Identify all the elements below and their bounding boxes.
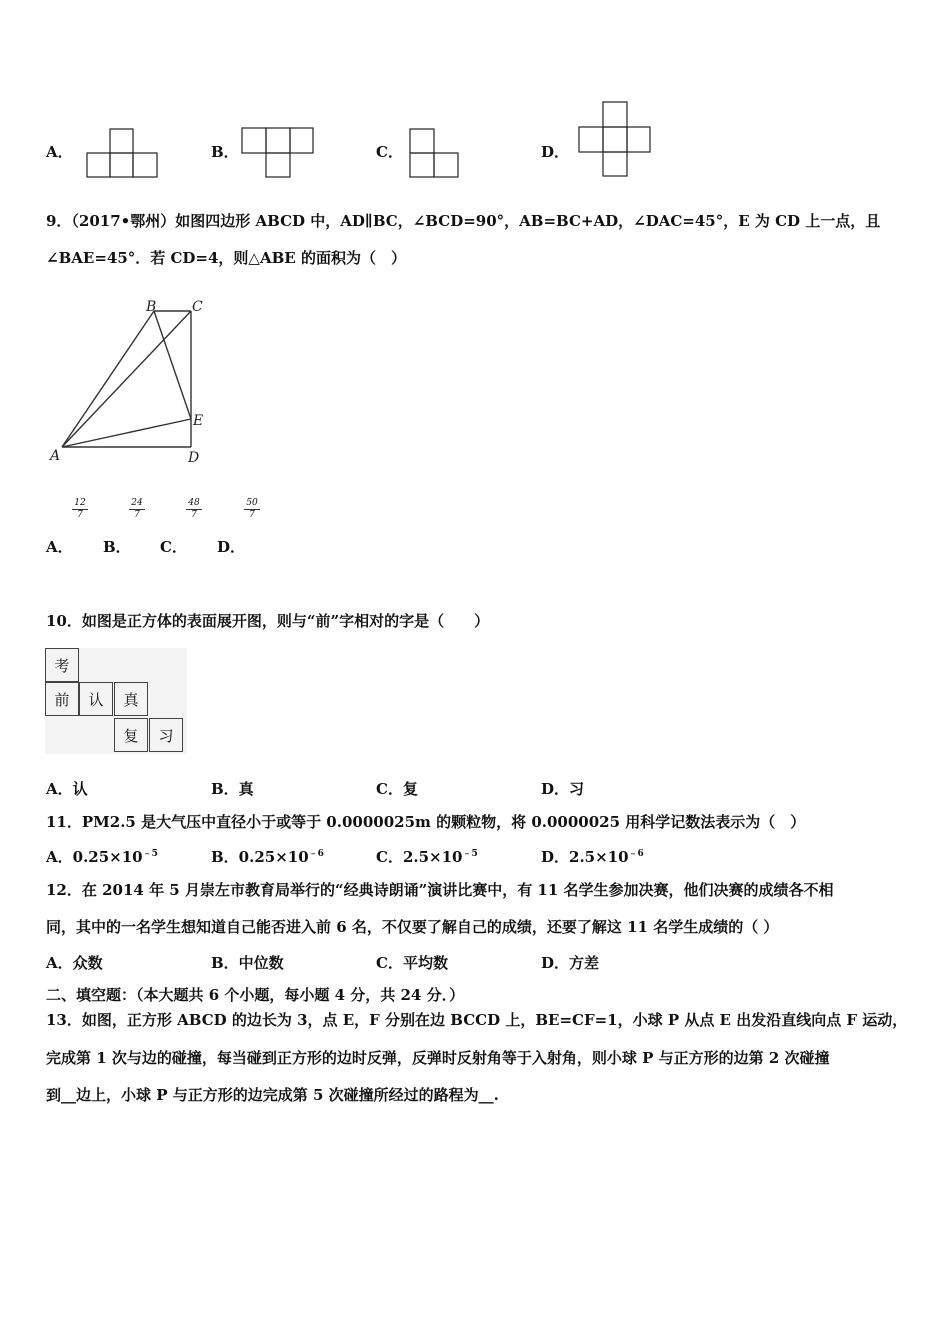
option-d-label: D． <box>541 143 570 161</box>
q12-option-b: B．中位数 <box>211 954 284 972</box>
q9-option-b: B． <box>103 538 131 556</box>
segment-ab <box>62 311 154 447</box>
q11-option-b: B．$0.25\times 10^{﹣6}$ <box>211 848 324 866</box>
quadrilateral-diagram <box>40 295 220 470</box>
q9-option-d: D． <box>217 538 246 556</box>
q12-option-d: D．方差 <box>541 954 600 972</box>
q9-text-line-2: ∠BAE=45°．若 CD=4，则△ABE 的面积为（ ） <box>46 249 406 267</box>
q10-option-b: B．真 <box>211 780 254 798</box>
q13-text-line-3: 到__边上，小球 P 与正方形的边完成第 5 次碰撞所经过的路程为__. <box>46 1086 499 1104</box>
q10-option-d: D．习 <box>541 780 585 798</box>
q9-text-line-1: 9．（2017•鄂州）如图四边形 ABCD 中，AD∥BC，∠BCD=90°，AB=BC+AD，∠DAC=45°，E 为 CD 上一点，且 <box>46 212 881 230</box>
q11-option-d: D．$2.5\times 10^{﹣6}$ <box>541 848 644 866</box>
section-heading: 二、填空题：（本大题共 6 个小题，每小题 4 分，共 24 分．） <box>46 986 465 1004</box>
segment-ac <box>62 311 191 447</box>
q12-text-line-2: 同，其中的一名学生想知道自己能否进入前 6 名，不仅要了解自己的成绩，还要了解这 11 名学生成绩的（ ） <box>46 918 779 936</box>
q13-text-line-2: 完成第 1 次与边的碰撞，每当碰到正方形的边时反弹，反弹时反射角等于入射角，则小球 P 与正方形的边第 2 次碰撞 <box>46 1049 830 1067</box>
net-cell-xi: 习 <box>149 718 183 752</box>
net-figure-b <box>241 127 315 179</box>
q13-text-line-1: 13．如图，正方形 ABCD 的边长为 3，点 E，F 分别在边 BCCD 上，BE=CF=1，小球 P 从点 E 出发沿直线向点 F 运动， <box>46 1011 908 1029</box>
point-b-label: B <box>146 299 157 315</box>
net-cell-ren: 认 <box>79 682 113 716</box>
cube-net-figure <box>45 648 187 754</box>
q12-option-a: A．众数 <box>46 954 103 972</box>
q10-option-a: A．认 <box>46 780 88 798</box>
fraction-b: $\frac{24}{7}$ <box>129 498 145 521</box>
net-cell-qian: 前 <box>45 682 79 716</box>
net-cell-fu: 复 <box>114 718 148 752</box>
q11-option-a: A．$0.25\times 10^{﹣5}$ <box>46 848 158 866</box>
fraction-d: $\frac{50}{7}$ <box>244 498 260 521</box>
point-d-label: D <box>188 450 200 466</box>
q10-text: 10．如图是正方体的表面展开图，则与“前”字相对的字是（ ） <box>46 612 490 630</box>
net-figure-c <box>409 128 461 178</box>
option-a-label: A． <box>46 143 73 161</box>
q11-option-c: C．$2.5\times 10^{﹣5}$ <box>376 848 478 866</box>
q12-text-line-1: 12．在 2014 年 5 月崇左市教育局举行的“经典诗朗诵”演讲比赛中，有 11 名学生参加决赛，他们决赛的成绩各不相 <box>46 881 834 899</box>
point-c-label: C <box>192 299 203 315</box>
point-e-label: E <box>193 413 204 429</box>
q12-option-c: C．平均数 <box>376 954 448 972</box>
net-figure-d <box>578 101 652 178</box>
net-cell-kao: 考 <box>45 648 79 682</box>
option-b-label: B． <box>211 143 239 161</box>
q9-option-c: C． <box>160 538 187 556</box>
fraction-c: $\frac{48}{7}$ <box>186 498 202 521</box>
segment-ae <box>62 419 191 447</box>
fraction-a: $\frac{12}{7}$ <box>72 498 88 521</box>
q10-option-c: C．复 <box>376 780 418 798</box>
segment-be <box>154 311 191 419</box>
point-a-label: A <box>50 448 61 464</box>
option-c-label: C． <box>376 143 403 161</box>
q11-text: 11．PM2.5 是大气压中直径小于或等于 0.0000025m 的颗粒物，将 0.0000025 用科学记数法表示为（ ） <box>46 813 806 831</box>
net-figure-a <box>86 128 160 178</box>
net-cell-zhen: 真 <box>114 682 148 716</box>
q9-option-a: A． <box>46 538 73 556</box>
